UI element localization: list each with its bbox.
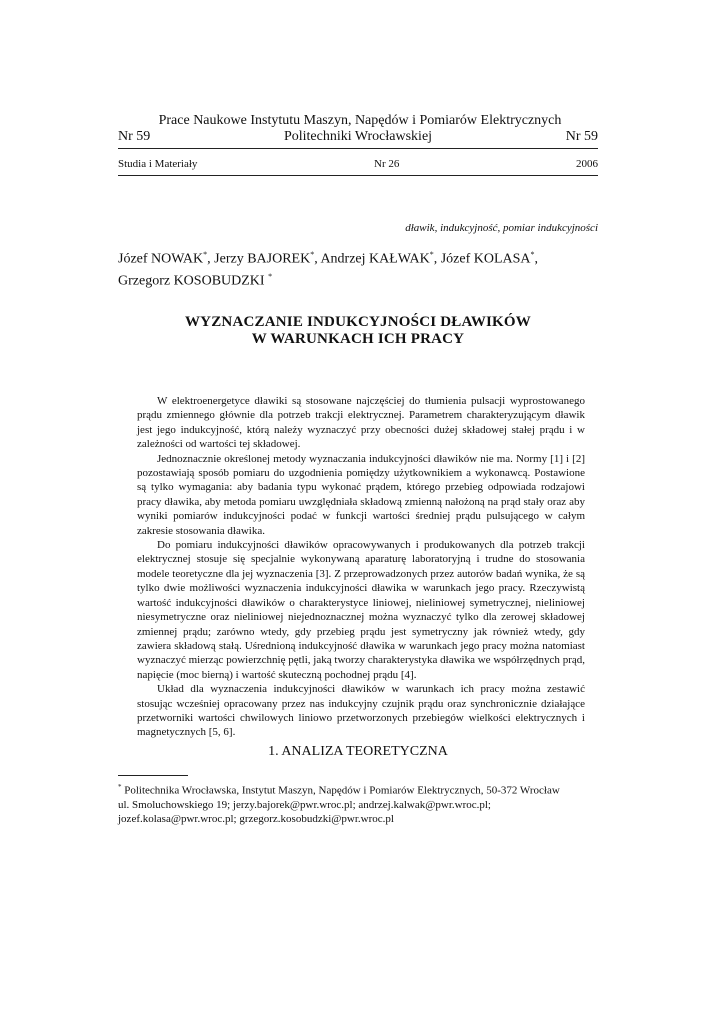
footnote-line: ul. Smoluchowskiego 19; jerzy.bajorek@pwr.wroc.pl; andrzej.kalwak@pwr.wroc.pl; — [118, 798, 491, 811]
issue-number-right: Nr 59 — [565, 129, 598, 144]
university-name: Politechniki Wrocławskiej — [283, 129, 433, 144]
journal-title-line: Prace Naukowe Instytutu Maszyn, Napędów i Pomiarów Elektrycznych — [158, 113, 562, 128]
series-row — [118, 158, 598, 170]
journal-header-row — [118, 128, 598, 145]
author-separator: , — [207, 251, 215, 267]
affiliation-mark: * — [530, 250, 535, 259]
affiliation-mark: * — [268, 271, 273, 281]
footnote-line: jozef.kolasa@pwr.wroc.pl; grzegorz.kosobudzki@pwr.wroc.pl — [118, 812, 394, 825]
footnote-mark: * — [118, 783, 122, 791]
author-separator: , — [534, 251, 539, 267]
author-name: Józef KOLASA — [440, 251, 531, 267]
footnote-rule — [118, 775, 188, 776]
subheader-rule — [118, 175, 598, 176]
affiliation-mark: * — [203, 250, 208, 259]
author-name: Grzegorz KOSOBUDZKI — [118, 273, 265, 289]
abstract-paragraph: Do pomiaru indukcyjności dławików opracowywanych i produkowanych dla potrzeb trakcji elektrycznej stosuje się specjalnie wykonywaną aparaturę laboratoryjną i trudne do stosowania modele teoretyczne dla jej wyznaczenia [3]. Z przeprowadzonych przez autorów badań wynika, że są tylko dwie możliwości wyznaczenia indukcyjności dławika w warunkach jego pracy. Rzeczywistą wartość indukcyjności dławików o charakterystyce liniowej, nieliniowej symetrycznej, nieliniowej niesymetryczne oraz nieliniowej niejednoznacznej można wyznaczyć tylko dla zerowej składowej zmiennej prądu; zarówno wtedy, gdy przebieg prądu jest symetryczny jak również wtedy, gdy zawiera składową stałą. Uśrednioną indukcyjność dławika w warunkach jego pracy można natomiast wyznaczyć mierząc powierzchnię pętli, jaką tworzy charakterystyka dławika we współrzędnych prąd, napięcie (moc bierną) i wartość skuteczną pochodnej prądu [4]. — [137, 539, 585, 681]
keywords: dławik, indukcyjność, pomiar indukcyjności — [405, 222, 598, 234]
author-separator: , — [314, 251, 321, 267]
abstract — [137, 394, 585, 740]
author-separator: , — [433, 251, 441, 267]
footnote-line: Politechnika Wrocławska, Instytut Maszyn, Napędów i Pomiarów Elektrycznych, 50-372 Wrocław — [124, 784, 560, 797]
author-list — [118, 246, 598, 289]
author-name: Andrzej KAŁWAK — [320, 251, 430, 267]
abstract-paragraph: Jednoznacznie określonej metody wyznaczania indukcyjności dławików nie ma. Normy [1] i [2] pozostawiają sposób pomiaru do uzgodnienia pomiędzy użytkownikiem a wykonawcą. Postawione są tylko wymagania: aby badania typu wykonać prądem, którego przebieg odpowiada rodzajowi pracy dławika, aby metoda pomiaru uwzględniała składową zmienną nałożoną na prąd stały oraz aby wyniki pomiarów indukcyjności podać w funkcji wartości średniej prądu pulsującego w całym zakresie stosowania dławika. — [137, 452, 585, 537]
title-line: WYZNACZANIE INDUKCYJNOŚCI DŁAWIKÓW — [184, 314, 531, 330]
footnote — [118, 780, 598, 826]
affiliation-mark: * — [310, 250, 315, 259]
issue-number-left: Nr 59 — [118, 129, 151, 144]
header-rule — [118, 148, 598, 149]
series-number: Nr 26 — [374, 158, 400, 170]
affiliation-mark: * — [429, 250, 434, 259]
paper-title — [118, 314, 598, 348]
publication-year: 2006 — [575, 158, 598, 170]
author-name: Józef NOWAK — [118, 251, 204, 267]
abstract-paragraph: W elektroenergetyce dławiki są stosowane najczęściej do tłumienia pulsacji wyprostowanego prądu zmiennego głównie dla potrzeb trakcji elektrycznej. Parametrem charakteryzującym dławik jest jego indukcyjność, którą należy wyznaczyć przy obecności dużej składowej stałej prądu i w zależności od wartości tej składowej. — [137, 395, 585, 451]
title-line: W WARUNKACH ICH PRACY — [251, 331, 465, 347]
author-name: Jerzy BAJOREK — [214, 251, 311, 267]
section-heading: 1. ANALIZA TEORETYCZNA — [268, 744, 448, 759]
series-name: Studia i Materiały — [118, 158, 198, 170]
abstract-paragraph: Układ dla wyznaczenia indukcyjności dławików w warunkach ich pracy można zestawić stosując wcześniej opracowany przez nas indukcyjny czujnik prądu oraz synchronicznie działające przetworniki wartości chwilowych liniowo przetworzonych przebiegów wielkości elektrycznych i magnetycznych [5, 6]. — [137, 683, 585, 739]
